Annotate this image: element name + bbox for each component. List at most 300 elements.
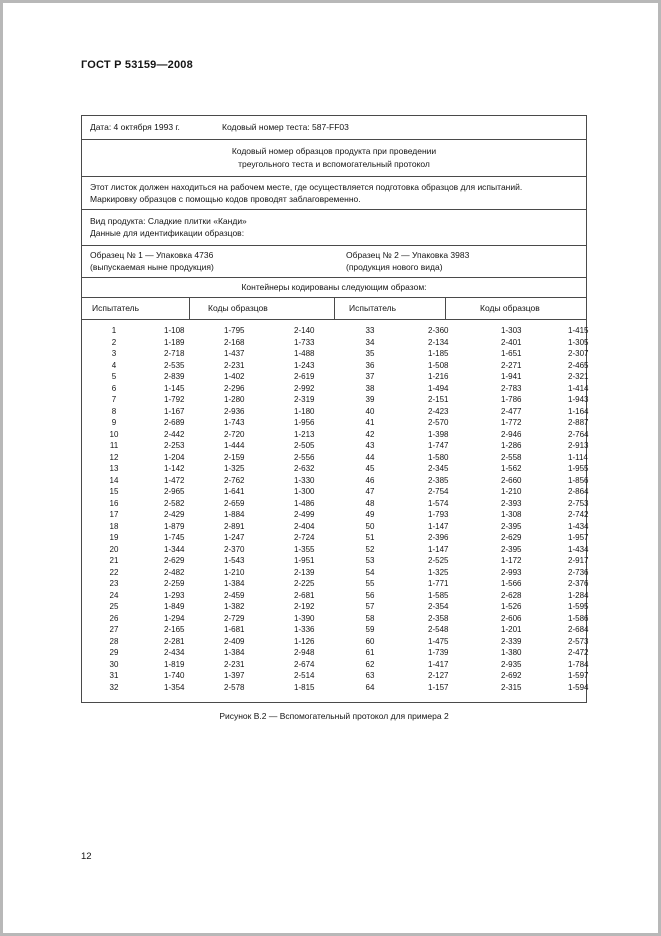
sample-code: 1-595 [568,602,589,611]
table-row [82,555,334,567]
sample-code: 1-294 [164,613,185,623]
sample-code: 2-319 [294,395,315,404]
tester-number: 27 [109,625,119,634]
sample-code: 1-247 [224,533,245,542]
sample-code: 2-345 [428,464,449,473]
sample-code: 2-606 [501,613,522,623]
table-row [82,509,334,521]
sample-code: 2-281 [164,636,185,646]
tester-number: 42 [365,429,375,439]
sample-code: 1-293 [164,590,185,600]
sample-code: 2-192 [294,602,315,611]
date-row [82,116,586,140]
sample-code: 1-956 [294,418,315,427]
sample-code: 2-139 [294,567,315,577]
table-row [334,429,589,441]
tester-number: 64 [365,682,375,692]
tester-number: 19 [109,533,119,542]
sample-code: 1-739 [428,648,449,657]
instruction-note [82,177,586,210]
sample-code: 1-651 [501,349,522,358]
tester-number: 34 [365,337,375,347]
sample-code: 1-494 [428,383,449,393]
sample-code: 2-839 [164,372,185,381]
sample-code: 2-376 [568,579,589,588]
table-row [334,463,589,475]
sample-code: 2-742 [568,510,589,519]
tester-number: 5 [111,372,117,381]
table-row [334,486,589,498]
tester-number: 29 [109,648,119,657]
table-row [334,647,589,659]
table-row [334,475,589,487]
sample-code: 2-168 [224,337,245,347]
tester-number: 22 [109,567,119,577]
table-row [334,348,589,360]
tester-number: 52 [365,544,375,554]
table-row [82,440,334,452]
table-row [82,659,334,671]
sample-code: 1-795 [224,326,245,335]
tester-number: 23 [109,579,119,588]
sample-code: 2-684 [568,625,589,634]
sample-code: 2-321 [568,372,589,381]
tester-number: 45 [365,464,375,473]
table-row [82,394,334,406]
tester-number: 9 [111,418,117,427]
containers-note: Контейнеры кодированы следующим образом: [82,278,586,298]
tester-number: 41 [365,418,375,427]
table-row [82,532,334,544]
table-row [82,521,334,533]
sample-code: 1-325 [428,567,449,577]
sample-code: 1-815 [294,682,315,692]
sample-code: 2-395 [501,544,522,554]
sample-code: 2-891 [224,521,245,531]
tester-number: 11 [109,441,119,450]
header-codes-right: Коды образцов [480,303,540,313]
table-row [82,452,334,464]
sample-code: 1-286 [501,441,522,450]
sample-code: 2-395 [501,521,522,531]
tester-number: 63 [365,671,375,680]
product-section [82,210,586,246]
table-row [82,601,334,613]
sample-code: 2-434 [164,648,185,657]
table-row [82,325,334,337]
tester-number: 8 [111,406,117,416]
sample-code: 1-772 [501,418,522,427]
sample-code: 1-180 [294,406,315,416]
table-row [82,406,334,418]
sample-2-title: Образец № 2 — Упаковка 3983 [345,250,470,260]
table-row [334,532,589,544]
table-row [334,440,589,452]
sample-code: 2-482 [164,567,185,577]
sample-code: 2-535 [164,360,185,370]
sample-code: 1-300 [294,487,315,496]
sample-code: 1-792 [164,395,185,404]
sample-code: 1-488 [294,349,315,358]
sample-code: 2-729 [224,613,245,623]
sample-code: 2-459 [224,590,245,600]
sample-code: 1-126 [294,636,315,646]
sample-code: 2-692 [501,671,522,680]
sample-code: 1-108 [164,326,185,335]
sample-code: 1-819 [164,659,185,669]
sample-code: 1-164 [568,406,589,416]
table-row [334,613,589,625]
tester-number: 31 [109,671,119,680]
sample-code: 2-134 [428,337,449,347]
table-row [82,417,334,429]
tester-number: 50 [365,521,375,531]
sample-code: 2-917 [568,556,589,565]
sample-code: 1-325 [224,464,245,473]
tester-number: 49 [365,510,375,519]
sample-code: 1-384 [224,648,245,657]
sample-code: 1-201 [501,625,522,634]
sample-code: 2-619 [294,372,315,381]
sample-code: 2-225 [294,579,315,588]
sample-code: 1-784 [568,659,589,669]
sample-code: 2-582 [164,498,185,508]
sample-code: 2-296 [224,383,245,393]
table-row [334,417,589,429]
sample-code: 1-486 [294,498,315,508]
tester-number: 3 [111,349,117,358]
sample-code: 1-879 [164,521,185,531]
table-row [82,613,334,625]
tester-number: 32 [109,682,119,692]
figure-caption: Рисунок В.2 — Вспомогательный протокол для примера 2 [219,711,449,721]
sample-code: 2-764 [568,429,589,439]
header-tester-right: Испытатель [335,298,446,319]
tester-number: 44 [365,452,375,462]
sample-code: 2-525 [428,556,449,565]
tester-number: 12 [109,452,119,462]
sample-code: 2-514 [294,671,315,680]
table-row [334,670,589,682]
sample-code: 2-992 [294,383,315,393]
sample-code: 1-167 [164,406,185,416]
tester-number: 16 [109,498,119,508]
table-row [334,509,589,521]
sample-2 [334,249,586,273]
sample-code: 1-284 [568,590,589,600]
sample-code: 2-578 [224,682,245,692]
table-row [334,406,589,418]
table-row [334,544,589,556]
tester-number: 37 [365,372,375,381]
sample-code: 2-689 [164,418,185,427]
table-row [82,544,334,556]
table-row [82,348,334,360]
sample-code: 1-508 [428,360,449,370]
sample-code: 2-936 [224,406,245,416]
tester-number: 17 [109,510,119,519]
tester-number: 33 [365,326,375,335]
table-row [334,590,589,602]
sample-code: 2-993 [501,567,522,577]
tester-number: 62 [365,659,375,669]
tester-number: 35 [365,349,375,358]
table-row [82,647,334,659]
sample-code: 2-442 [164,429,185,439]
table-row [334,371,589,383]
sample-code: 2-913 [568,441,589,450]
sample-code: 1-574 [428,498,449,508]
sample-code: 1-562 [501,464,522,473]
tester-number: 30 [109,659,119,669]
tester-number: 43 [365,441,375,450]
sample-code: 1-543 [224,556,245,565]
table-row [334,337,589,349]
tester-number: 53 [365,556,375,565]
sample-code: 2-127 [428,671,449,680]
sample-code: 2-339 [501,636,522,646]
sample-code: 1-641 [224,487,245,496]
sample-code: 1-743 [224,418,245,427]
table-row [334,567,589,579]
sample-code: 1-417 [428,659,449,669]
sample-code: 2-231 [224,360,245,370]
sample-code: 2-674 [294,659,315,669]
sample-code: 1-114 [568,452,588,462]
sample-code: 1-142 [164,464,185,473]
sample-code: 2-360 [428,326,449,335]
sample-code: 1-681 [224,625,245,634]
sample-code: 1-580 [428,452,449,462]
tester-number: 55 [365,579,375,588]
sample-code: 2-660 [501,475,522,485]
sample-code: 1-434 [568,521,589,531]
sample-code: 2-396 [428,533,449,542]
sample-1-title: Образец № 1 — Упаковка 4736 [90,250,214,260]
sample-code: 2-472 [568,648,589,657]
sample-code: 2-151 [428,395,449,404]
sample-code: 1-172 [501,556,522,565]
sample-code: 1-437 [224,349,245,358]
tester-number: 61 [365,648,375,657]
samples-section [82,246,586,278]
sample-code: 2-385 [428,475,449,485]
tester-number: 38 [365,383,375,393]
sample-code: 1-216 [428,372,449,381]
tester-number: 2 [111,337,117,347]
sample-code: 2-965 [164,487,185,496]
sample-code: 2-271 [501,360,522,370]
date-label: Дата: 4 октября 1993 г. [90,122,180,132]
sample-code: 2-754 [428,487,449,496]
tester-number: 20 [109,544,119,554]
sample-code: 2-629 [501,533,522,542]
sample-code: 2-736 [568,567,589,577]
sample-code: 1-344 [164,544,185,554]
sample-code: 1-594 [568,682,589,692]
sample-code: 1-280 [224,395,245,404]
tester-number: 47 [365,487,375,496]
tester-number: 60 [365,636,375,646]
sample-code: 1-157 [428,682,449,692]
table-row [334,452,586,464]
table-row [334,682,589,694]
test-code-label: Кодовый номер теста: 587-FF03 [222,122,349,132]
sample-code: 1-330 [294,475,315,485]
form-title-line1: Кодовый номер образцов продукта при проведении [231,146,437,156]
tester-number: 14 [109,475,119,485]
sample-code: 1-849 [164,602,185,611]
tester-number: 56 [365,590,375,600]
form-title [82,140,586,177]
sample-code: 1-733 [294,337,315,347]
sample-code: 2-370 [224,544,245,554]
sample-code: 1-444 [224,441,245,450]
sample-code: 2-887 [568,418,589,427]
table-row [334,383,589,395]
page-number: 12 [81,851,92,862]
sample-code: 1-943 [568,395,589,404]
sample-code: 1-597 [568,671,589,680]
sample-code: 1-402 [224,372,245,381]
sample-code: 1-434 [568,544,589,554]
table-row [82,360,334,372]
sample-code: 1-213 [294,429,315,439]
sample-code: 1-526 [501,602,522,611]
table-row [334,578,589,590]
tester-number: 51 [365,533,375,542]
table-row [82,463,334,475]
sample-code: 2-140 [294,326,315,335]
tester-number: 40 [365,406,375,416]
sample-code: 1-355 [294,544,315,554]
sample-code: 2-946 [501,429,522,439]
table-row [82,670,334,682]
codes-table-left-half [82,325,334,693]
identification-label: Данные для идентификации образцов: [90,228,245,238]
sample-code: 2-762 [224,475,245,485]
tester-number: 46 [365,475,375,485]
table-row [334,555,589,567]
tester-number: 13 [109,464,119,473]
sample-code: 1-771 [428,579,449,588]
tester-number: 57 [365,602,375,611]
sample-code: 1-382 [224,602,245,611]
tester-number: 59 [365,625,375,634]
sample-code: 1-793 [428,510,449,519]
sample-code: 1-566 [501,579,522,588]
sample-code: 2-935 [501,659,522,669]
sample-code: 1-884 [224,510,245,519]
sample-code: 2-477 [501,406,522,416]
table-row [334,498,589,510]
table-row [334,624,589,636]
tester-number: 15 [109,487,119,496]
sample-code: 1-957 [568,533,589,542]
sample-code: 1-475 [428,636,449,646]
sample-code: 2-629 [164,556,185,565]
sample-code: 2-499 [294,510,315,519]
table-row [82,636,334,648]
sample-code: 2-404 [294,521,315,531]
codes-table-header [82,298,586,320]
sample-code: 1-303 [501,326,522,335]
tester-number: 36 [365,360,375,370]
product-type: Вид продукта: Сладкие плитки «Канди» [90,216,247,226]
table-row [334,360,589,372]
sample-code: 1-380 [501,648,522,657]
tester-number: 6 [111,383,117,393]
table-row [82,475,334,487]
sample-code: 2-556 [294,452,315,462]
tester-number: 10 [109,429,119,439]
sample-code: 1-210 [224,567,245,577]
codes-table-body [82,320,589,702]
sample-code: 1-740 [164,671,185,680]
sample-code: 1-786 [501,395,522,404]
sample-code: 2-409 [224,636,245,646]
table-row [82,498,334,510]
tester-number: 48 [365,498,375,508]
sample-code: 1-414 [568,383,589,393]
sample-code: 1-336 [294,625,315,634]
tester-number: 21 [109,556,119,565]
sample-code: 2-720 [224,429,245,439]
table-row [334,601,589,613]
table-row [82,486,334,498]
sample-code: 2-401 [501,337,522,347]
sample-code: 1-305 [568,337,589,347]
sample-code: 1-472 [164,475,185,485]
sample-code: 2-681 [294,590,315,600]
sample-code: 2-307 [568,349,589,358]
tester-number: 26 [109,613,119,623]
sample-code: 1-745 [164,533,185,542]
sample-1-subtitle: (выпускаемая ныне продукция) [90,262,214,272]
codes-table-right-half [334,325,589,693]
header-codes-left: Коды образцов [190,298,335,319]
sample-code: 1-747 [428,441,449,450]
tester-number: 39 [365,395,375,404]
sample-code: 2-423 [428,406,449,416]
sample-1 [82,249,334,273]
sample-code: 1-204 [164,452,185,462]
sample-code: 1-145 [164,383,185,393]
sample-code: 2-573 [568,636,589,646]
table-row [82,337,334,349]
instruction-note-line1: Этот листок должен находиться на рабочем месте, где осуществляется подготовка образцов для испытаний. [90,182,523,192]
tester-number: 18 [109,521,119,531]
table-row [82,371,334,383]
sample-2-subtitle: (продукция нового вида) [345,262,443,272]
standard-number: ГОСТ Р 53159—2008 [81,59,193,71]
sample-code: 2-628 [501,590,522,600]
table-row [334,394,589,406]
sample-code: 1-189 [164,337,185,347]
table-row [82,682,334,694]
tester-number: 1 [111,326,117,335]
sample-code: 2-753 [568,498,589,508]
sample-code: 1-951 [294,556,315,565]
sample-code: 1-856 [568,475,589,485]
tester-number: 4 [111,360,117,370]
sample-code: 1-586 [568,613,589,623]
sample-code: 2-864 [568,487,589,496]
sample-code: 1-384 [224,579,245,588]
sample-code: 1-955 [568,464,589,473]
sample-code: 2-718 [164,349,185,358]
sample-code: 1-398 [428,429,449,439]
